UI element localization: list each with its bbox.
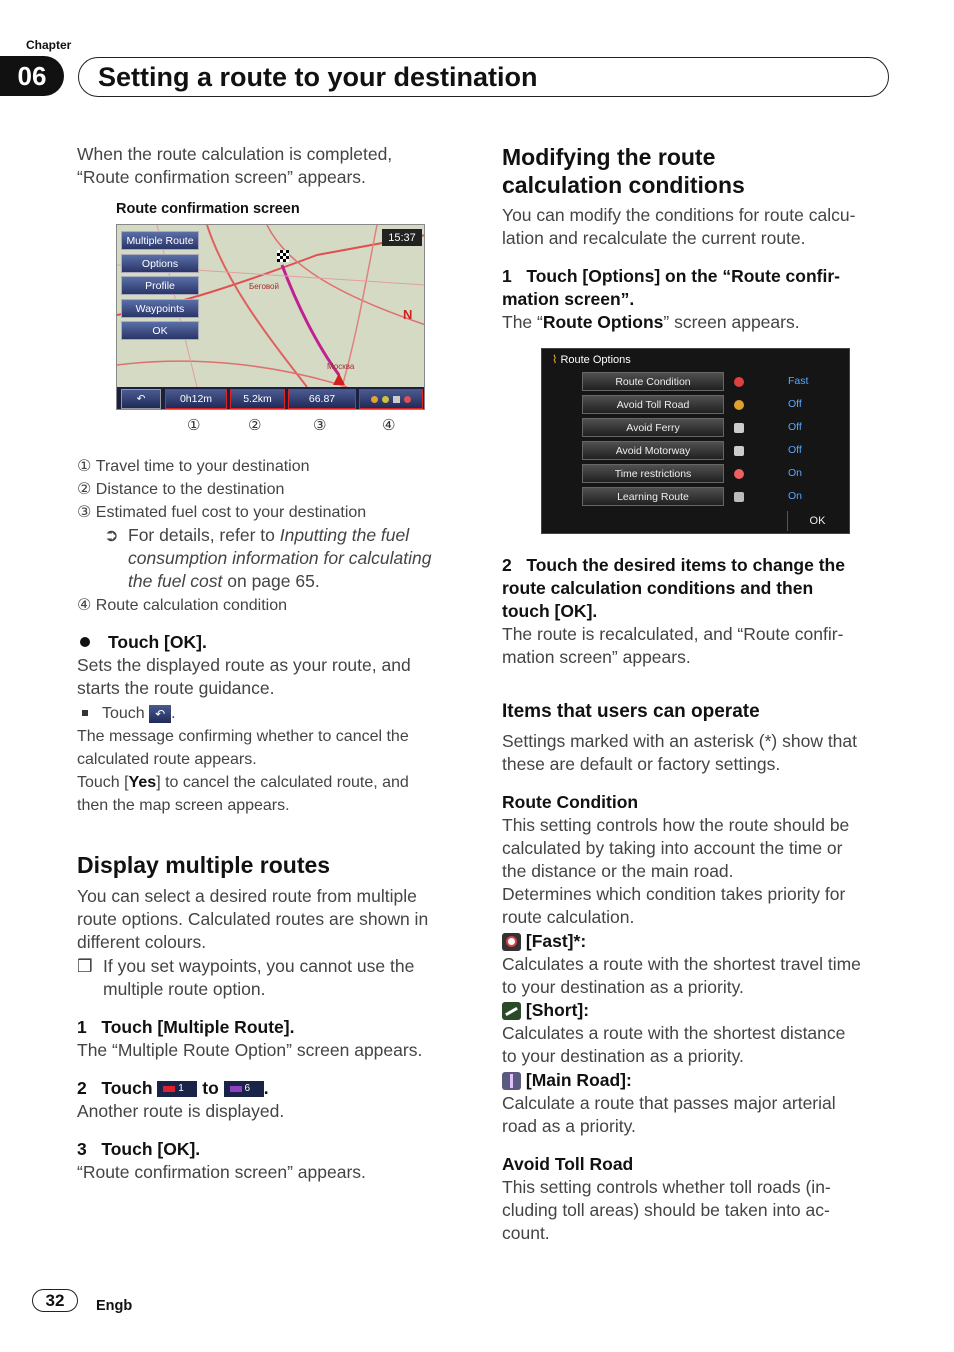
touch-ok-desc: Sets the displayed route as your route, and starts the route guidance. — [77, 655, 411, 698]
learning-route-value: On — [788, 490, 803, 502]
fuel-reference: For details, refer to Inputting the fuel consumption information for calculating the fuel cost on page 65. — [128, 525, 432, 591]
step-2: 2 Touch the desired items to change the route calculation conditions and then touch [OK]. — [502, 555, 845, 621]
time-restrictions-icon — [734, 469, 744, 479]
condition-icon — [393, 396, 400, 403]
chapter-title: Setting a route to your destination — [98, 62, 538, 92]
map-label: Беговой — [249, 282, 279, 291]
route-condition-heading: Route Condition — [502, 792, 639, 812]
section-heading: Modifying the route calculation conditions — [502, 144, 745, 198]
step-2: 2 Touch 1 to 6 . — [77, 1078, 269, 1098]
touch-ok-heading: Touch [OK]. — [108, 632, 207, 652]
multiple-route-button[interactable]: Multiple Route — [121, 231, 199, 250]
step-1: 1 Touch [Multiple Route]. — [77, 1017, 295, 1037]
route-options-icon: ⌇ — [552, 354, 558, 366]
subsection-heading: Items that users can operate — [502, 701, 760, 722]
section-body: You can select a desired route from multiple route options. Calculated routes are shown in different colours. — [77, 886, 429, 952]
callout-3: ③ — [313, 417, 327, 434]
learning-route-icon — [734, 492, 744, 502]
avoid-toll-road-row[interactable]: Avoid Toll Road — [582, 395, 724, 414]
callout-4: ④ — [382, 417, 396, 434]
callout-2: ② — [248, 417, 262, 434]
avoid-ferry-value: Off — [788, 421, 802, 433]
note-text: If you set waypoints, you cannot use the multiple route option. — [103, 956, 415, 999]
main-road-option: [Main Road]: — [502, 1069, 632, 1092]
condition-icon — [371, 396, 378, 403]
screen-caption: Route confirmation screen — [116, 201, 300, 217]
step-1-desc: The “Multiple Route Option” screen appears. — [77, 1040, 423, 1060]
short-icon — [502, 1002, 521, 1020]
avoid-toll-road-value: Off — [788, 398, 802, 410]
info-bar — [117, 387, 425, 410]
route-condition-body: This setting controls how the route should be calculated by taking into account the time or the distance or the main road. Determines which condition takes priority for route calculation. — [502, 815, 850, 927]
route-condition-row[interactable]: Route Condition — [582, 372, 724, 391]
condition-icon — [404, 396, 411, 403]
route-6-icon: 6 — [224, 1081, 264, 1097]
ok-button[interactable]: OK — [121, 321, 199, 340]
main-road-icon — [502, 1072, 521, 1090]
time-restrictions-row[interactable]: Time restrictions — [582, 464, 724, 483]
destination-flag-icon — [277, 250, 289, 262]
avoid-toll-road-body: This setting controls whether toll roads (in- cluding toll areas) should be taken into ac- count. — [502, 1177, 831, 1243]
square-bullet-icon — [82, 710, 88, 716]
step-3: 3 Touch [OK]. — [77, 1139, 201, 1159]
fast-desc: Calculates a route with the shortest travel time to your destination as a priority. — [502, 954, 861, 997]
map-label: Москва — [327, 362, 355, 371]
step-2-desc: The route is recalculated, and “Route confir- mation screen” appears. — [502, 624, 844, 667]
route-condition-value: Fast — [788, 375, 809, 387]
clock: 15:37 — [382, 229, 422, 246]
legend-item: ③ Estimated fuel cost to your destination — [77, 504, 367, 521]
legend-item: ② Distance to the destination — [77, 481, 285, 498]
north-indicator: N — [403, 307, 413, 322]
fast-icon — [502, 933, 521, 951]
chapter-number: 06 — [0, 56, 64, 96]
options-button[interactable]: Options — [121, 254, 199, 273]
learning-route-row[interactable]: Learning Route — [582, 487, 724, 506]
items-intro: Settings marked with an asterisk (*) show that these are default or factory settings. — [502, 731, 858, 774]
fast-icon — [734, 377, 744, 387]
note-box-icon: ❒ — [77, 956, 93, 976]
route-condition-cell — [359, 389, 423, 409]
touch-back-text: Touch ↶ . — [102, 705, 176, 722]
waypoints-button[interactable]: Waypoints — [121, 299, 199, 318]
fast-option: [Fast]*: — [502, 930, 586, 953]
legend-item: ④ Route calculation condition — [77, 597, 288, 614]
time-restrictions-value: On — [788, 467, 803, 479]
legend-item: ① Travel time to your destination — [77, 458, 310, 475]
vehicle-arrow-icon — [333, 373, 345, 385]
travel-time-cell: 0h12m — [165, 389, 227, 409]
step-3-desc: “Route confirmation screen” appears. — [77, 1162, 366, 1182]
bullet-icon — [80, 637, 90, 647]
route-confirmation-screen — [116, 224, 425, 410]
motorway-icon — [734, 446, 744, 456]
message-text: The message confirming whether to cancel the calculated route appears. — [77, 728, 409, 768]
avoid-motorway-row[interactable]: Avoid Motorway — [582, 441, 724, 460]
route-color-swatch — [163, 1086, 175, 1092]
main-road-desc: Calculate a route that passes major arterial road as a priority. — [502, 1093, 836, 1136]
avoid-ferry-row[interactable]: Avoid Ferry — [582, 418, 724, 437]
page-number: 32 — [32, 1289, 78, 1312]
profile-button[interactable]: Profile — [121, 276, 199, 295]
step-1: 1 Touch [Options] on the “Route confir- mation screen”. — [502, 266, 840, 309]
fuel-cost-cell: 66.87 — [288, 389, 356, 409]
map-view — [117, 225, 425, 387]
reference-arrow-icon: ➲ — [104, 525, 119, 545]
avoid-toll-road-heading: Avoid Toll Road — [502, 1154, 634, 1174]
back-arrow-icon: ↶ — [149, 705, 171, 723]
section-heading: Display multiple routes — [77, 852, 331, 878]
step-1-desc: The “Route Options” screen appears. — [502, 312, 800, 332]
condition-icon — [382, 396, 389, 403]
short-desc: Calculates a route with the shortest distance to your destination as a priority. — [502, 1023, 846, 1066]
route-options-screen — [541, 348, 850, 534]
toll-icon — [734, 400, 744, 410]
callout-1: ① — [187, 417, 201, 434]
back-arrow-icon: ↶ — [136, 393, 146, 405]
back-button[interactable] — [121, 389, 161, 409]
avoid-motorway-value: Off — [788, 444, 802, 456]
step-2-desc: Another route is displayed. — [77, 1101, 285, 1121]
ferry-icon — [734, 423, 744, 433]
route-color-swatch — [230, 1086, 242, 1092]
intro-text: When the route calculation is completed, “Route confirmation screen” appears. — [77, 144, 393, 187]
distance-cell: 5.2km — [230, 389, 285, 409]
screen-title: ⌇ Route Options — [552, 354, 631, 366]
short-option: [Short]: — [502, 999, 589, 1022]
chapter-label: Chapter — [26, 38, 72, 52]
ok-button[interactable]: OK — [787, 511, 847, 531]
route-1-icon: 1 — [157, 1081, 197, 1097]
section-body: You can modify the conditions for route calcu- lation and recalculate the current route. — [502, 205, 856, 248]
language-code: Engb — [96, 1298, 133, 1314]
yes-text: Touch [Yes] to cancel the calculated route, and then the map screen appears. — [77, 774, 409, 814]
